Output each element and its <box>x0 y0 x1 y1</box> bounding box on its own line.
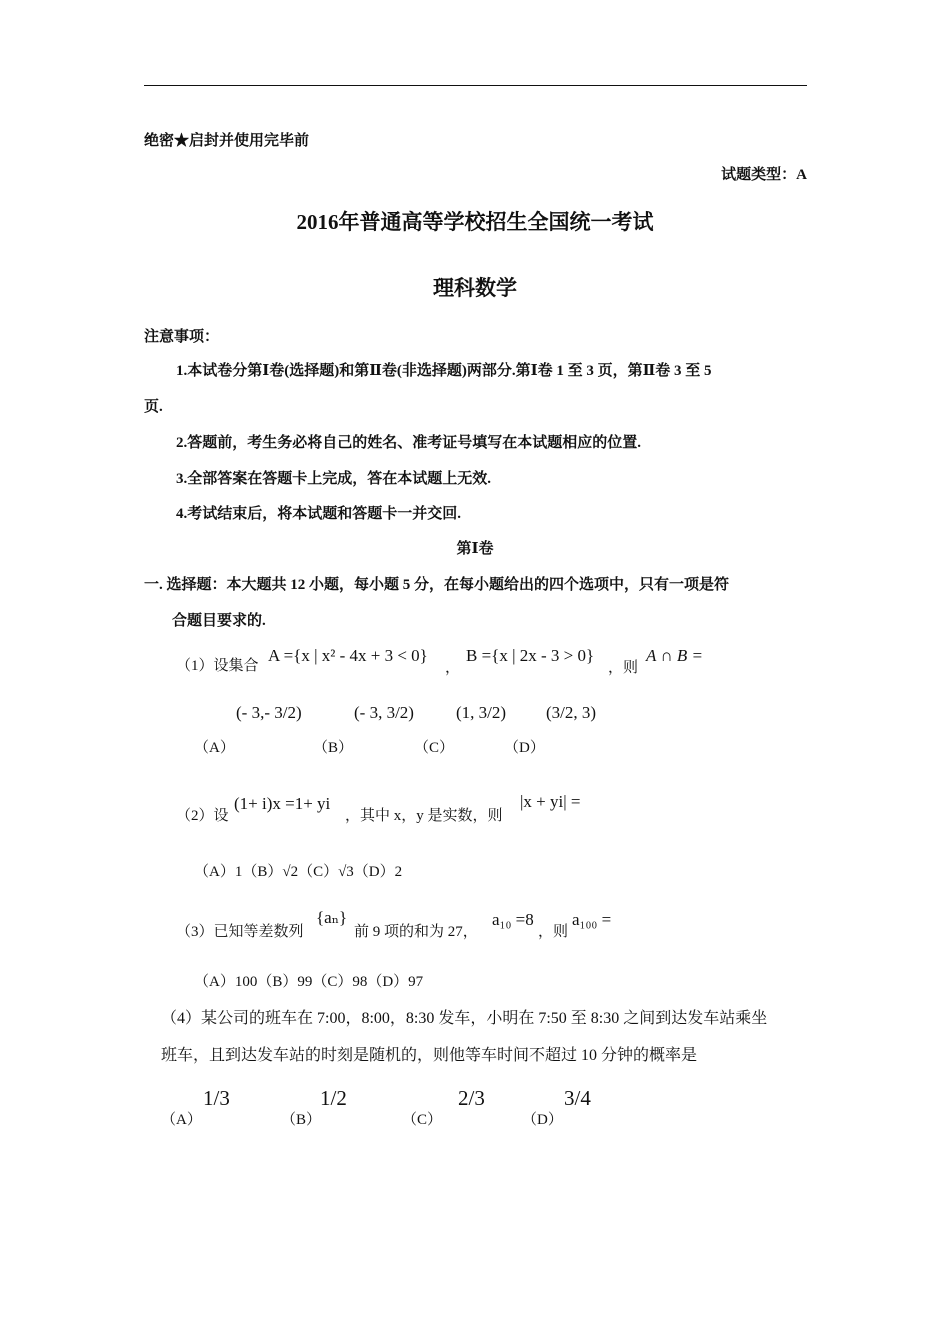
q2-options: （A）1（B）√2（C）√3（D）2 <box>194 864 403 880</box>
exam-title: 2016年普通高等学校招生全国统一考试 <box>296 210 654 234</box>
section-intro: 一. 选择题：本大题共 12 小题，每小题 5 分，在每小题给出的四个选项中，只有一项是符 <box>144 577 730 593</box>
note-item-1: 1.本试卷分第Ⅰ卷(选择题)和第Ⅱ卷(非选择题)两部分.第Ⅰ卷 1 至 3 页，第Ⅱ卷 3 至 5 <box>176 363 712 379</box>
subject-title: 理科数学 <box>433 276 517 300</box>
note-item-1-cont: 页. <box>144 399 163 415</box>
q3-sep: ，则 <box>538 924 569 940</box>
q4-label-d: （D） <box>522 1112 563 1128</box>
note-item-4: 4.考试结束后，将本试题和答题卡一并交回. <box>176 506 462 522</box>
q1-option-d: (3/2, 3) <box>546 703 597 722</box>
q1-label-a: （A） <box>194 740 235 756</box>
confidential-label: 绝密★启封并使用完毕前 <box>144 133 310 149</box>
q1-sep2: ，则 <box>608 660 639 676</box>
q4-label-b: （B） <box>281 1112 322 1128</box>
q1-set-a: A ={x | x² - 4x + 3 < 0} <box>268 646 428 665</box>
q4-option-c: 2/3 <box>458 1086 485 1110</box>
q1-option-c: (1, 3/2) <box>456 703 507 722</box>
q3-target: a₁₀₀ = <box>572 910 612 929</box>
q1-option-b: (- 3, 3/2) <box>354 703 414 722</box>
q4-stem-cont: 班车，且到达发车站的时刻是随机的，则他等车时间不超过 10 分钟的概率是 <box>161 1047 698 1064</box>
exam-type-label: 试题类型：A <box>721 167 807 183</box>
q1-label-d: （D） <box>504 740 545 756</box>
notes-heading: 注意事项： <box>144 329 220 345</box>
q1-label-c: （C） <box>414 740 455 756</box>
section-intro-cont: 合题目要求的. <box>172 613 266 629</box>
q4-option-d: 3/4 <box>564 1086 591 1110</box>
q2-prefix: （2）设 <box>176 808 229 824</box>
q3-prefix: （3）已知等差数列 <box>176 924 304 940</box>
q1-target: A ∩ B = <box>646 646 703 665</box>
q1-sep1: ， <box>445 660 461 676</box>
q3-middle: 前 9 项的和为 27， <box>354 924 478 940</box>
q1-set-b: B ={x | 2x - 3 > 0} <box>466 646 595 665</box>
q4-stem: （4）某公司的班车在 7:00，8:00，8:30 发车，小明在 7:50 至 8:30 之间到达发车站乘坐 <box>161 1010 768 1027</box>
q1-label-b: （B） <box>313 740 354 756</box>
q4-label-a: （A） <box>161 1112 202 1128</box>
q4-option-a: 1/3 <box>203 1086 230 1110</box>
header-rule <box>144 85 807 86</box>
q2-middle: ，其中 x，y 是实数，则 <box>345 808 503 824</box>
q3-condition: a₁₀ =8 <box>492 910 534 929</box>
q3-options: （A）100（B）99（C）98（D）97 <box>194 974 424 990</box>
q2-expression: (1+ i)x =1+ yi <box>234 794 331 813</box>
q1-option-a: (- 3,- 3/2) <box>236 703 302 722</box>
q4-label-c: （C） <box>402 1112 443 1128</box>
note-item-3: 3.全部答案在答题卡上完成，答在本试题上无效. <box>176 471 492 487</box>
q2-target: |x + yi| = <box>520 792 581 811</box>
volume-heading: 第Ⅰ卷 <box>456 541 494 557</box>
q1-prefix: （1）设集合 <box>176 658 259 674</box>
q3-sequence: {aₙ} <box>316 908 348 927</box>
note-item-2: 2.答题前，考生务必将自己的姓名、准考证号填写在本试题相应的位置. <box>176 435 642 451</box>
q4-option-b: 1/2 <box>320 1086 347 1110</box>
